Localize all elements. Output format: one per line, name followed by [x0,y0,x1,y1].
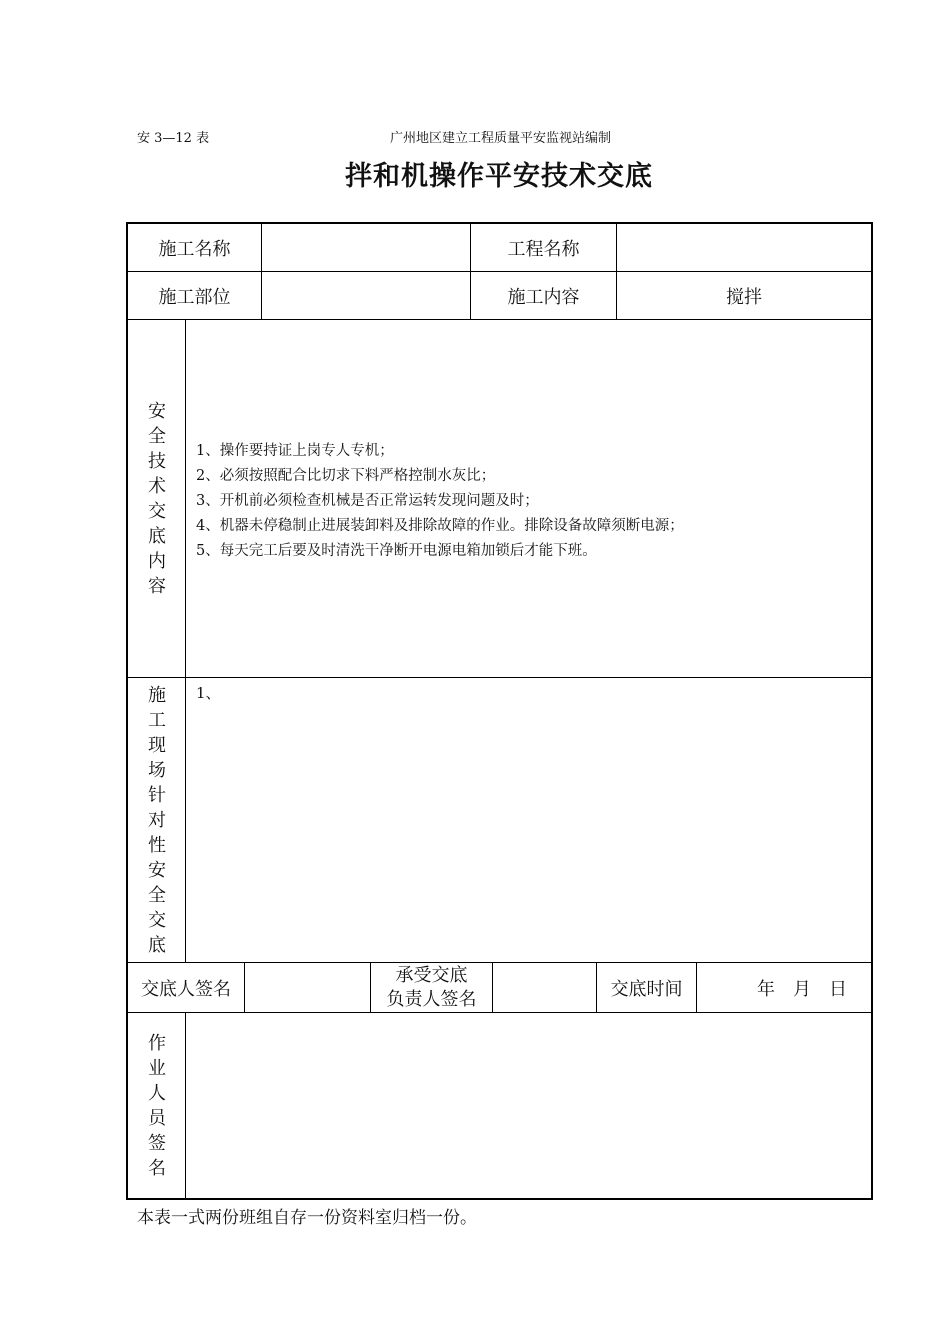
vertical-char: 对 [148,810,166,831]
vertical-char: 容 [148,576,166,597]
vertical-char: 技 [148,451,166,472]
site-specific-item[interactable]: 1、 [196,684,221,702]
vertical-char: 现 [148,735,166,756]
vertical-char: 工 [148,710,166,731]
vertical-char: 全 [148,426,166,447]
construction-name-label: 施工名称 [158,238,231,260]
vertical-char: 底 [148,526,166,547]
briefing-time-label: 交底时间 [610,978,683,1000]
list-item: 2、必须按照配合比切求下料严格控制水灰比； [196,468,496,484]
list-item: 1、操作要持证上岗专人专机； [196,443,394,459]
form-code: 安 3—12 表 [137,131,210,146]
vertical-char: 名 [148,1158,166,1179]
worker-signature-field[interactable] [186,1013,871,1198]
briefing-date-field[interactable]: 年 月 日 [757,978,847,1000]
vertical-char: 术 [148,476,166,497]
construction-content-label: 施工内容 [507,286,580,308]
vertical-char: 安 [148,401,166,422]
row-line [126,319,873,320]
vertical-char: 内 [148,551,166,572]
project-name-field[interactable] [617,224,871,271]
vertical-char: 性 [148,835,166,856]
vertical-char: 底 [148,935,166,956]
receiver-signature-label-line1: 承受交底 [395,964,468,986]
vertical-char: 交 [148,501,166,522]
construction-part-field[interactable] [262,272,470,319]
table-border-left [126,222,128,1200]
vertical-char: 作 [148,1033,166,1054]
construction-part-label: 施工部位 [158,286,231,308]
receiver-signature-label [371,963,492,1012]
vertical-char: 交 [148,910,166,931]
receiver-signature-label-line2: 负责人签名 [386,988,477,1010]
footnote: 本表一式两份班组自存一份资料室归档一份。 [137,1208,477,1228]
vertical-char: 人 [148,1083,166,1104]
vertical-char: 安 [148,860,166,881]
vertical-char: 签 [148,1133,166,1154]
receiver-signature-field[interactable] [493,963,596,1012]
briefer-signature-field[interactable] [245,963,370,1012]
col-line [185,319,186,963]
construction-name-field[interactable] [262,224,470,271]
vertical-char: 员 [148,1108,166,1129]
list-item: 5、每天完工后要及时清洗干净断开电源电箱加锁后才能下班。 [196,543,597,559]
vertical-char: 针 [148,785,166,806]
publisher: 广州地区建立工程质量平安监视站编制 [390,131,612,146]
table-border-right [871,222,873,1200]
vertical-char: 场 [148,760,166,781]
vertical-char: 施 [148,685,166,706]
vertical-char: 业 [148,1058,166,1079]
row-line [126,677,873,678]
page-title: 拌和机操作平安技术交底 [345,161,653,192]
table-border-bottom [126,1198,873,1200]
list-item: 4、机器未停稳制止进展装卸料及排除故障的作业。排除设备故障须断电源； [196,518,684,534]
project-name-label: 工程名称 [507,238,580,260]
construction-content-value: 搅拌 [726,286,762,308]
briefer-signature-label: 交底人签名 [141,978,231,1000]
vertical-char: 全 [148,885,166,906]
list-item: 3、开机前必须检查机械是否正常运转发现问题及时； [196,493,539,509]
